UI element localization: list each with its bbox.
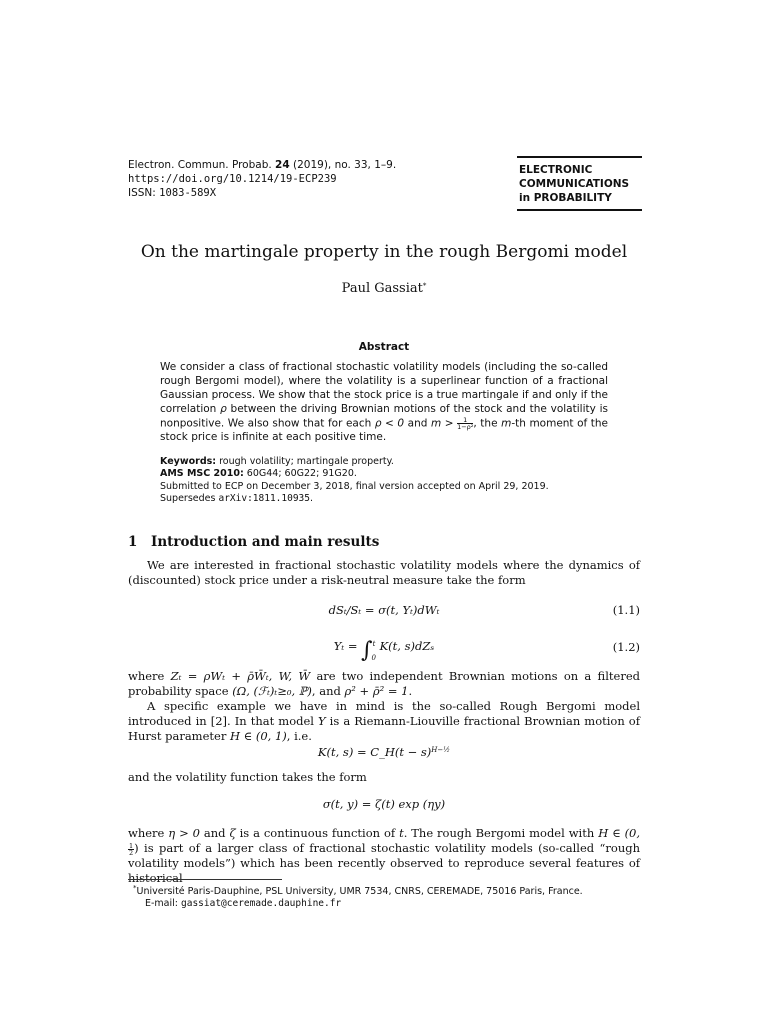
doi-link[interactable]: https://doi.org/10.1214/19-ECP239 (128, 173, 337, 185)
paragraph-intro: We are interested in fractional stochastic volatility models where the dynamics of (discounted) stock price under a risk-neutral measure take the form (128, 558, 640, 587)
section-number: 1 (128, 534, 138, 550)
paragraph-volatility: and the volatility function takes the form (128, 770, 367, 784)
arxiv-link[interactable]: arXiv:1811.10935 (218, 492, 310, 504)
equation-number: (1.1) (612, 603, 640, 617)
footnote-email: E-mail: gassiat@ceremade.dauphine.fr (145, 898, 342, 909)
half-fraction: $\frac{1}{2}$ (129, 841, 134, 857)
equation-number: (1.2) (612, 640, 640, 654)
author-footnote-mark[interactable]: * (422, 282, 427, 290)
msc-line: AMS MSC 2010: 60G44; 60G22; 91G20. (160, 468, 357, 480)
issn-line: ISSN: 1083-589X (128, 187, 217, 199)
journal-name-line-3: in PROBABILITY (519, 192, 612, 204)
author-name: Paul Gassiat (341, 281, 423, 296)
journal-name-line-2: COMMUNICATIONS (519, 178, 630, 190)
section-title: Introduction and main results (151, 534, 380, 550)
paper-title: On the martingale property in the rough Bergomi model (140, 242, 628, 262)
abstract-body: We consider a class of fractional stochastic volatility models (including the so-called rough Bergomi model), where the volatility is a superlinear function of a fractional Gaussian process. We show that the stock price is a true martingale if and only if the correlation ρ between the driving Brownian motions of the stock and the volatility is nonpositive. We also show that for each ρ < 0 and m > $\frac{1}{\text{1−ρ²}}$ , the m-th moment of the stock price is infinite at each positive time. (160, 361, 609, 444)
equation-1-2: Yₜ = ∫$^t_0$ K(t, s)dZₛ (1.2) (333, 638, 640, 663)
email-link[interactable]: gassiat@ceremade.dauphine.fr (181, 898, 342, 909)
paragraph-rough-volatility: where η > 0 and ζ is a continuous function of t. The rough Bergomi model with H ∈ (0, $\frac{1}{2}$ ) is part of a larger class of fractional stochastic volatility models (so-called “rough volatility models”) which has been recently observed to reproduce several features of historical (128, 826, 641, 885)
journal-name-line-1: ELECTRONIC (519, 164, 593, 176)
keywords-line: Keywords: rough volatility; martingale property. (160, 456, 394, 467)
paper-metadata (160, 456, 620, 505)
equation-kernel: K(t, s) = C_H(t − s)$^{H-\frac{1}{2}}$ (317, 745, 451, 759)
journal-citation: Electron. Commun. Probab. 24 (2019), no. 33, 1–9. (128, 159, 397, 171)
submission-line: Submitted to ECP on December 3, 2018, final version accepted on April 29, 2019. (160, 480, 549, 492)
abstract-heading: Abstract (358, 341, 410, 353)
footnote-affiliation: *Université Paris-Dauphine, PSL University, UMR 7534, CNRS, CEREMADE, 75016 Paris, France. (133, 884, 583, 897)
journal-header (128, 158, 396, 200)
integral-sign: ∫ (361, 638, 373, 663)
footnote (133, 882, 583, 910)
author-line (0, 281, 768, 296)
volume-number: 24 (275, 159, 290, 171)
equation-1-1: dSₜ/Sₜ = σ(t, Yₜ)dWₜ (1.1) (328, 603, 640, 617)
journal-name-box (517, 156, 642, 211)
paragraph-brownian: where Zₜ = ρWₜ + ρ̄W̄ₜ, W, W̄ are two independent Brownian motions on a filtered probability space (Ω, (ℱₜ)ₜ≥₀, ℙ), and ρ² + ρ̄² = 1. (128, 669, 640, 698)
abstract-fraction: $\frac{1}{\text{1−ρ²}}$ (457, 415, 474, 431)
equation-volatility: σ(t, y) = ζ(t) exp (ηy) (322, 797, 446, 811)
paragraph-rough-bergomi: A specific example we have in mind is the so-called Rough Bergomi model introduced in [2]. In that model Y is a Riemann-Liouville fractional Brownian motion of Hurst parameter H ∈ (0, 1), i.e. (128, 699, 640, 743)
footnote-divider (128, 879, 282, 880)
section-heading (128, 534, 379, 550)
supersedes-line: Supersedes arXiv:1811.10935. (160, 492, 314, 504)
